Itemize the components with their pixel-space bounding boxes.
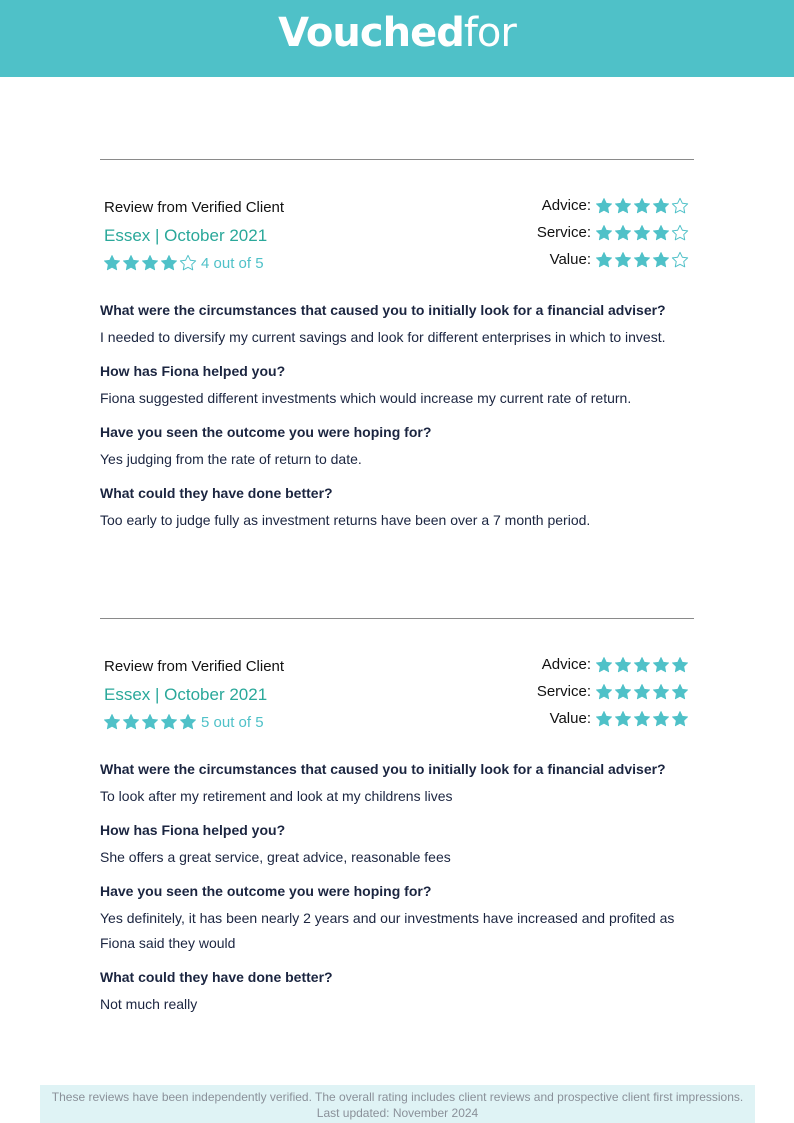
rating-advice bbox=[537, 651, 690, 678]
star-filled-icon bbox=[122, 713, 140, 731]
rating-service bbox=[537, 678, 690, 705]
star-filled-icon bbox=[179, 713, 197, 731]
star-filled-icon bbox=[614, 224, 632, 242]
rating-label: Value: bbox=[549, 710, 591, 727]
star-filled-icon bbox=[614, 710, 632, 728]
star-filled-icon bbox=[614, 251, 632, 269]
star-filled-icon bbox=[595, 683, 613, 701]
answer: She offers a great service, great advice, reasonable fees bbox=[100, 849, 451, 865]
question: Have you seen the outcome you were hoping for? bbox=[100, 883, 432, 899]
header-bar bbox=[0, 0, 794, 77]
question: What were the circumstances that caused you to initially look for a financial adviser? bbox=[100, 302, 666, 318]
overall-rating-text: 4 out of 5 bbox=[201, 254, 264, 272]
rating-stars bbox=[595, 656, 690, 674]
logo-light: for bbox=[463, 10, 516, 56]
star-filled-icon bbox=[614, 197, 632, 215]
review-qa bbox=[100, 759, 694, 1017]
rating-stars bbox=[595, 251, 690, 269]
star-filled-icon bbox=[671, 683, 689, 701]
review-qa bbox=[100, 300, 694, 533]
answer: Not much really bbox=[100, 996, 198, 1012]
review-card bbox=[100, 159, 694, 544]
overall-rating-text: 5 out of 5 bbox=[201, 713, 264, 731]
star-filled-icon bbox=[595, 656, 613, 674]
review-header bbox=[100, 160, 694, 300]
logo-bold: Vouched bbox=[278, 10, 464, 56]
star-outline-icon bbox=[671, 224, 689, 242]
star-filled-icon bbox=[633, 224, 651, 242]
star-outline-icon bbox=[179, 254, 197, 272]
rating-label: Advice: bbox=[541, 656, 591, 673]
review-header bbox=[100, 619, 694, 759]
review-card bbox=[100, 618, 694, 1028]
star-filled-icon bbox=[122, 254, 140, 272]
answer: I needed to diversify my current savings and look for different enterprises in which to invest. bbox=[100, 329, 666, 345]
star-filled-icon bbox=[160, 713, 178, 731]
answer: To look after my retirement and look at my childrens lives bbox=[100, 788, 453, 804]
star-filled-icon bbox=[103, 254, 121, 272]
review-source: Review from Verified Client bbox=[104, 199, 285, 216]
star-outline-icon bbox=[671, 197, 689, 215]
star-filled-icon bbox=[595, 710, 613, 728]
overall-stars bbox=[103, 254, 198, 272]
star-filled-icon bbox=[671, 710, 689, 728]
category-ratings bbox=[537, 192, 690, 273]
star-filled-icon bbox=[652, 710, 670, 728]
star-filled-icon bbox=[652, 656, 670, 674]
star-filled-icon bbox=[595, 197, 613, 215]
vouchedfor-logo bbox=[0, 6, 794, 60]
rating-value bbox=[537, 246, 690, 273]
rating-stars bbox=[595, 197, 690, 215]
answer: Yes definitely, it has been nearly 2 years and our investments have increased and profited as Fiona said they would bbox=[100, 910, 675, 951]
answer: Fiona suggested different investments which would increase my current rate of return. bbox=[100, 390, 632, 406]
star-filled-icon bbox=[671, 656, 689, 674]
star-filled-icon bbox=[633, 656, 651, 674]
overall-stars bbox=[103, 713, 198, 731]
star-filled-icon bbox=[652, 224, 670, 242]
rating-label: Service: bbox=[536, 224, 591, 241]
rating-label: Value: bbox=[549, 251, 591, 268]
rating-advice bbox=[537, 192, 690, 219]
rating-stars bbox=[595, 224, 690, 242]
star-filled-icon bbox=[614, 656, 632, 674]
star-filled-icon bbox=[652, 251, 670, 269]
star-filled-icon bbox=[633, 683, 651, 701]
rating-label: Advice: bbox=[541, 197, 591, 214]
star-filled-icon bbox=[652, 197, 670, 215]
rating-service bbox=[537, 219, 690, 246]
question: What were the circumstances that caused you to initially look for a financial adviser? bbox=[100, 761, 666, 777]
rating-stars bbox=[595, 710, 690, 728]
question: What could they have done better? bbox=[100, 969, 333, 985]
answer: Yes judging from the rate of return to date. bbox=[100, 451, 362, 467]
overall-rating bbox=[103, 711, 264, 733]
star-filled-icon bbox=[614, 683, 632, 701]
review-location-date: Essex | October 2021 bbox=[104, 226, 268, 245]
star-filled-icon bbox=[595, 251, 613, 269]
star-filled-icon bbox=[633, 197, 651, 215]
star-filled-icon bbox=[633, 710, 651, 728]
review-location-date: Essex | October 2021 bbox=[104, 685, 268, 704]
review-source: Review from Verified Client bbox=[104, 658, 285, 675]
question: Have you seen the outcome you were hoping for? bbox=[100, 424, 432, 440]
rating-value bbox=[537, 705, 690, 732]
star-filled-icon bbox=[160, 254, 178, 272]
question: How has Fiona helped you? bbox=[100, 822, 286, 838]
category-ratings bbox=[537, 651, 690, 732]
question: How has Fiona helped you? bbox=[100, 363, 286, 379]
star-filled-icon bbox=[595, 224, 613, 242]
star-filled-icon bbox=[103, 713, 121, 731]
star-filled-icon bbox=[141, 713, 159, 731]
star-filled-icon bbox=[141, 254, 159, 272]
star-filled-icon bbox=[652, 683, 670, 701]
overall-rating bbox=[103, 252, 264, 274]
rating-stars bbox=[595, 683, 690, 701]
answer: Too early to judge fully as investment returns have been over a 7 month period. bbox=[100, 512, 591, 528]
star-filled-icon bbox=[633, 251, 651, 269]
star-outline-icon bbox=[671, 251, 689, 269]
verification-footer: These reviews have been independently verified. The overall rating includes client reviews and prospective client first impressions. Last updated: November 2024 bbox=[40, 1085, 755, 1123]
rating-label: Service: bbox=[536, 683, 591, 700]
question: What could they have done better? bbox=[100, 485, 333, 501]
